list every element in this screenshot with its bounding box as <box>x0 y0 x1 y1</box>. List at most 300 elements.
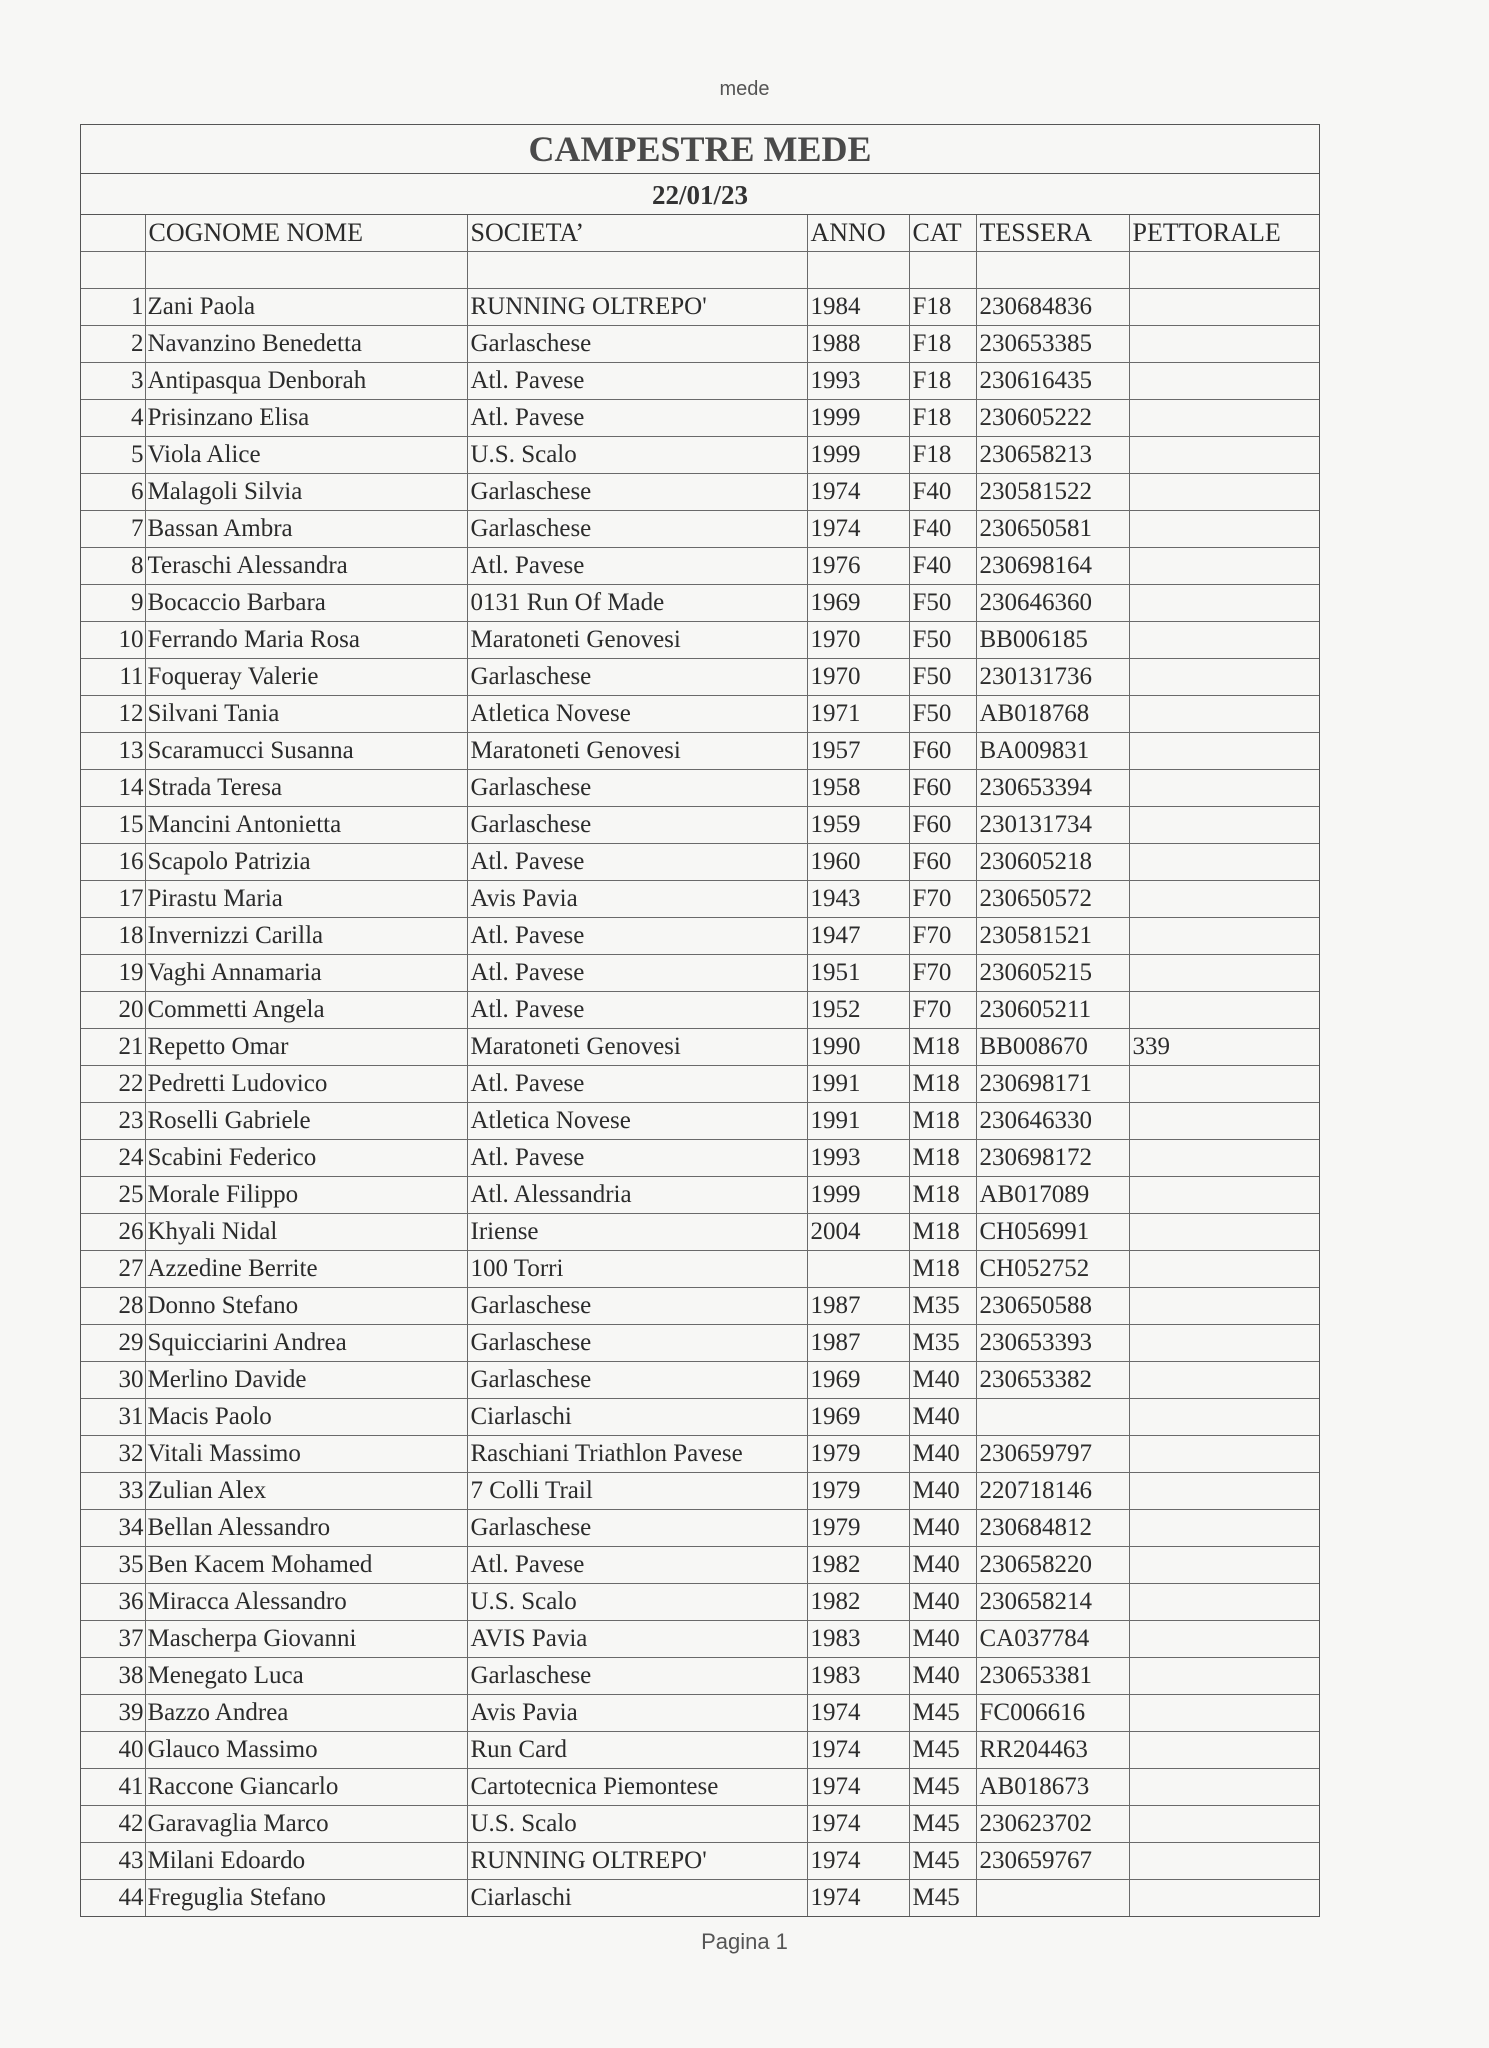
birth-year: 1959 <box>807 807 909 844</box>
club-name: Garlaschese <box>467 1362 807 1399</box>
membership-card: AB017089 <box>976 1177 1129 1214</box>
empty-row <box>81 252 1319 289</box>
empty-cell <box>145 252 467 289</box>
membership-card: 230581521 <box>976 918 1129 955</box>
birth-year: 1951 <box>807 955 909 992</box>
membership-card <box>976 1880 1129 1917</box>
membership-card: BB006185 <box>976 622 1129 659</box>
club-name: Ciarlaschi <box>467 1880 807 1917</box>
row-number: 9 <box>81 585 145 622</box>
row-number: 22 <box>81 1066 145 1103</box>
row-number: 36 <box>81 1584 145 1621</box>
membership-card: 230658213 <box>976 437 1129 474</box>
membership-card: 230646330 <box>976 1103 1129 1140</box>
category: F70 <box>909 992 976 1029</box>
birth-year <box>807 1251 909 1288</box>
birth-year: 1974 <box>807 1732 909 1769</box>
bib-number <box>1129 1806 1319 1843</box>
participant-name: Strada Teresa <box>145 770 467 807</box>
participant-name: Ferrando Maria Rosa <box>145 622 467 659</box>
bib-number <box>1129 1473 1319 1510</box>
category: F70 <box>909 955 976 992</box>
category: M45 <box>909 1806 976 1843</box>
row-number: 10 <box>81 622 145 659</box>
membership-card: CA037784 <box>976 1621 1129 1658</box>
participant-name: Azzedine Berrite <box>145 1251 467 1288</box>
table-row <box>81 1325 1319 1362</box>
page-footer: Pagina 1 <box>701 1929 788 1954</box>
club-name: Garlaschese <box>467 1510 807 1547</box>
row-number: 35 <box>81 1547 145 1584</box>
bib-number <box>1129 1251 1319 1288</box>
club-name: Raschiani Triathlon Pavese <box>467 1436 807 1473</box>
participant-name: Invernizzi Carilla <box>145 918 467 955</box>
participants-table-body <box>81 215 1319 1916</box>
club-name: Atl. Pavese <box>467 400 807 437</box>
participant-name: Bocaccio Barbara <box>145 585 467 622</box>
membership-card: 230605222 <box>976 400 1129 437</box>
membership-card: 230653382 <box>976 1362 1129 1399</box>
row-number: 41 <box>81 1769 145 1806</box>
participant-name: Mascherpa Giovanni <box>145 1621 467 1658</box>
participant-name: Mancini Antonietta <box>145 807 467 844</box>
participant-name: Vitali Massimo <box>145 1436 467 1473</box>
membership-card: AB018768 <box>976 696 1129 733</box>
birth-year: 1993 <box>807 1140 909 1177</box>
club-name: Atl. Pavese <box>467 1140 807 1177</box>
row-number: 25 <box>81 1177 145 1214</box>
club-name: Maratoneti Genovesi <box>467 733 807 770</box>
page-header: mede <box>719 78 770 100</box>
table-row <box>81 659 1319 696</box>
row-number: 33 <box>81 1473 145 1510</box>
birth-year: 1970 <box>807 622 909 659</box>
bib-number <box>1129 326 1319 363</box>
bib-number <box>1129 1510 1319 1547</box>
row-number: 1 <box>81 289 145 326</box>
membership-card: 230650588 <box>976 1288 1129 1325</box>
club-name: RUNNING OLTREPO' <box>467 1843 807 1880</box>
column-header-year: ANNO <box>807 215 909 252</box>
table-header-row <box>81 215 1319 252</box>
row-number: 13 <box>81 733 145 770</box>
category: M40 <box>909 1473 976 1510</box>
bib-number <box>1129 289 1319 326</box>
table-row <box>81 1103 1319 1140</box>
membership-card: CH052752 <box>976 1251 1129 1288</box>
participants-table <box>81 215 1319 1916</box>
club-name: Maratoneti Genovesi <box>467 1029 807 1066</box>
membership-card: 220718146 <box>976 1473 1129 1510</box>
row-number: 14 <box>81 770 145 807</box>
category: M45 <box>909 1732 976 1769</box>
participant-name: Bassan Ambra <box>145 511 467 548</box>
row-number: 18 <box>81 918 145 955</box>
bib-number <box>1129 881 1319 918</box>
category: M18 <box>909 1177 976 1214</box>
participant-name: Bazzo Andrea <box>145 1695 467 1732</box>
bib-number <box>1129 1140 1319 1177</box>
category: M18 <box>909 1251 976 1288</box>
bib-number <box>1129 1547 1319 1584</box>
table-row <box>81 770 1319 807</box>
row-number: 27 <box>81 1251 145 1288</box>
empty-cell <box>81 252 145 289</box>
row-number: 2 <box>81 326 145 363</box>
birth-year: 1969 <box>807 1362 909 1399</box>
bib-number <box>1129 511 1319 548</box>
club-name: Maratoneti Genovesi <box>467 622 807 659</box>
membership-card: 230653394 <box>976 770 1129 807</box>
participant-name: Raccone Giancarlo <box>145 1769 467 1806</box>
membership-card: 230653381 <box>976 1658 1129 1695</box>
club-name: U.S. Scalo <box>467 1806 807 1843</box>
birth-year: 1987 <box>807 1288 909 1325</box>
participant-name: Teraschi Alessandra <box>145 548 467 585</box>
birth-year: 1979 <box>807 1436 909 1473</box>
birth-year: 1999 <box>807 437 909 474</box>
table-row <box>81 437 1319 474</box>
membership-card: 230581522 <box>976 474 1129 511</box>
category: F18 <box>909 437 976 474</box>
row-number: 34 <box>81 1510 145 1547</box>
bib-number <box>1129 733 1319 770</box>
birth-year: 1976 <box>807 548 909 585</box>
membership-card: 230659767 <box>976 1843 1129 1880</box>
birth-year: 1999 <box>807 400 909 437</box>
participant-name: Roselli Gabriele <box>145 1103 467 1140</box>
category: F50 <box>909 696 976 733</box>
category: F60 <box>909 844 976 881</box>
bib-number <box>1129 1066 1319 1103</box>
birth-year: 1974 <box>807 1806 909 1843</box>
participant-name: Ben Kacem Mohamed <box>145 1547 467 1584</box>
table-row <box>81 1436 1319 1473</box>
row-number: 7 <box>81 511 145 548</box>
club-name: Garlaschese <box>467 659 807 696</box>
club-name: Atl. Pavese <box>467 363 807 400</box>
row-number: 40 <box>81 1732 145 1769</box>
membership-card: FC006616 <box>976 1695 1129 1732</box>
birth-year: 1952 <box>807 992 909 1029</box>
club-name: Ciarlaschi <box>467 1399 807 1436</box>
column-header-name: COGNOME NOME <box>145 215 467 252</box>
club-name: Avis Pavia <box>467 881 807 918</box>
category: F40 <box>909 548 976 585</box>
bib-number <box>1129 807 1319 844</box>
club-name: Atl. Pavese <box>467 844 807 881</box>
club-name: Atl. Pavese <box>467 992 807 1029</box>
table-row <box>81 1695 1319 1732</box>
category: M40 <box>909 1658 976 1695</box>
bib-number <box>1129 1177 1319 1214</box>
birth-year: 1990 <box>807 1029 909 1066</box>
table-row <box>81 1251 1319 1288</box>
row-number: 21 <box>81 1029 145 1066</box>
birth-year: 1970 <box>807 659 909 696</box>
membership-card: 230658220 <box>976 1547 1129 1584</box>
participant-name: Zulian Alex <box>145 1473 467 1510</box>
row-number: 38 <box>81 1658 145 1695</box>
club-name: Atl. Pavese <box>467 1066 807 1103</box>
category: M18 <box>909 1066 976 1103</box>
empty-cell <box>467 252 807 289</box>
bib-number <box>1129 1621 1319 1658</box>
row-number: 5 <box>81 437 145 474</box>
table-row <box>81 1880 1319 1917</box>
table-row <box>81 1177 1319 1214</box>
bib-number <box>1129 1362 1319 1399</box>
birth-year: 1969 <box>807 1399 909 1436</box>
club-name: U.S. Scalo <box>467 437 807 474</box>
category: F18 <box>909 363 976 400</box>
row-number: 30 <box>81 1362 145 1399</box>
membership-card: 230698171 <box>976 1066 1129 1103</box>
club-name: Garlaschese <box>467 326 807 363</box>
club-name: Garlaschese <box>467 1325 807 1362</box>
membership-card: 230659797 <box>976 1436 1129 1473</box>
table-row <box>81 955 1319 992</box>
birth-year: 1971 <box>807 696 909 733</box>
birth-year: 1984 <box>807 289 909 326</box>
row-number: 32 <box>81 1436 145 1473</box>
club-name: Garlaschese <box>467 1288 807 1325</box>
birth-year: 1974 <box>807 1769 909 1806</box>
birth-year: 1974 <box>807 474 909 511</box>
club-name: Garlaschese <box>467 1658 807 1695</box>
participant-name: Silvani Tania <box>145 696 467 733</box>
bib-number <box>1129 1880 1319 1917</box>
birth-year: 1991 <box>807 1103 909 1140</box>
participant-name: Merlino Davide <box>145 1362 467 1399</box>
club-name: Garlaschese <box>467 474 807 511</box>
category: M40 <box>909 1621 976 1658</box>
club-name: Atl. Pavese <box>467 955 807 992</box>
club-name: 7 Colli Trail <box>467 1473 807 1510</box>
birth-year: 1983 <box>807 1658 909 1695</box>
category: F50 <box>909 622 976 659</box>
club-name: AVIS Pavia <box>467 1621 807 1658</box>
category: M18 <box>909 1103 976 1140</box>
participant-name: Scabini Federico <box>145 1140 467 1177</box>
category: F40 <box>909 511 976 548</box>
club-name: U.S. Scalo <box>467 1584 807 1621</box>
membership-card: 230646360 <box>976 585 1129 622</box>
table-row <box>81 585 1319 622</box>
club-name: Garlaschese <box>467 770 807 807</box>
column-header-category: CAT <box>909 215 976 252</box>
category: M40 <box>909 1362 976 1399</box>
club-name: 100 Torri <box>467 1251 807 1288</box>
row-number: 19 <box>81 955 145 992</box>
empty-cell <box>807 252 909 289</box>
participant-name: Glauco Massimo <box>145 1732 467 1769</box>
membership-card: AB018673 <box>976 1769 1129 1806</box>
bib-number <box>1129 474 1319 511</box>
participant-name: Foqueray Valerie <box>145 659 467 696</box>
bib-number <box>1129 437 1319 474</box>
table-row <box>81 1769 1319 1806</box>
category: M40 <box>909 1399 976 1436</box>
birth-year: 1987 <box>807 1325 909 1362</box>
club-name: Atl. Pavese <box>467 918 807 955</box>
birth-year: 1974 <box>807 1695 909 1732</box>
club-name: 0131 Run Of Made <box>467 585 807 622</box>
participant-name: Prisinzano Elisa <box>145 400 467 437</box>
empty-cell <box>976 252 1129 289</box>
table-row <box>81 548 1319 585</box>
participant-name: Navanzino Benedetta <box>145 326 467 363</box>
table-row <box>81 511 1319 548</box>
table-row <box>81 1547 1319 1584</box>
membership-card: 230650572 <box>976 881 1129 918</box>
row-number: 37 <box>81 1621 145 1658</box>
birth-year: 1983 <box>807 1621 909 1658</box>
row-number: 29 <box>81 1325 145 1362</box>
table-row <box>81 1214 1319 1251</box>
bib-number <box>1129 1325 1319 1362</box>
category: M45 <box>909 1880 976 1917</box>
bib-number <box>1129 1103 1319 1140</box>
birth-year: 1991 <box>807 1066 909 1103</box>
row-number: 42 <box>81 1806 145 1843</box>
participant-name: Antipasqua Denborah <box>145 363 467 400</box>
empty-cell <box>909 252 976 289</box>
membership-card: 230131736 <box>976 659 1129 696</box>
row-number: 23 <box>81 1103 145 1140</box>
membership-card: CH056991 <box>976 1214 1129 1251</box>
birth-year: 1979 <box>807 1473 909 1510</box>
participant-name: Khyali Nidal <box>145 1214 467 1251</box>
membership-card: 230605211 <box>976 992 1129 1029</box>
club-name: Iriense <box>467 1214 807 1251</box>
row-number: 16 <box>81 844 145 881</box>
birth-year: 1947 <box>807 918 909 955</box>
birth-year: 1960 <box>807 844 909 881</box>
membership-card: BB008670 <box>976 1029 1129 1066</box>
event-date: 22/01/23 <box>81 174 1319 215</box>
membership-card: 230698172 <box>976 1140 1129 1177</box>
birth-year: 1993 <box>807 363 909 400</box>
membership-card: 230131734 <box>976 807 1129 844</box>
club-name: Avis Pavia <box>467 1695 807 1732</box>
table-row <box>81 622 1319 659</box>
row-number: 6 <box>81 474 145 511</box>
table-row <box>81 1658 1319 1695</box>
row-number: 44 <box>81 1880 145 1917</box>
club-name: Run Card <box>467 1732 807 1769</box>
membership-card: 230698164 <box>976 548 1129 585</box>
table-row <box>81 474 1319 511</box>
participant-name: Donno Stefano <box>145 1288 467 1325</box>
table-row <box>81 844 1319 881</box>
table-row <box>81 1399 1319 1436</box>
row-number: 15 <box>81 807 145 844</box>
category: F70 <box>909 918 976 955</box>
bib-number <box>1129 918 1319 955</box>
category: F60 <box>909 770 976 807</box>
category: F60 <box>909 807 976 844</box>
category: M35 <box>909 1288 976 1325</box>
row-number: 31 <box>81 1399 145 1436</box>
category: M40 <box>909 1584 976 1621</box>
bib-number <box>1129 1399 1319 1436</box>
participant-name: Macis Paolo <box>145 1399 467 1436</box>
sheet-title: CAMPESTRE MEDE <box>81 125 1319 174</box>
bib-number <box>1129 1843 1319 1880</box>
row-number: 8 <box>81 548 145 585</box>
participant-name: Milani Edoardo <box>145 1843 467 1880</box>
row-number: 28 <box>81 1288 145 1325</box>
table-row <box>81 289 1319 326</box>
club-name: RUNNING OLTREPO' <box>467 289 807 326</box>
bib-number <box>1129 1769 1319 1806</box>
row-number: 3 <box>81 363 145 400</box>
category: F50 <box>909 659 976 696</box>
table-row <box>81 1510 1319 1547</box>
row-number: 11 <box>81 659 145 696</box>
participant-name: Morale Filippo <box>145 1177 467 1214</box>
participant-name: Squicciarini Andrea <box>145 1325 467 1362</box>
category: M35 <box>909 1325 976 1362</box>
birth-year: 2004 <box>807 1214 909 1251</box>
membership-card: 230684836 <box>976 289 1129 326</box>
table-row <box>81 918 1319 955</box>
birth-year: 1957 <box>807 733 909 770</box>
membership-card: 230653385 <box>976 326 1129 363</box>
birth-year: 1999 <box>807 1177 909 1214</box>
column-header-card: TESSERA <box>976 215 1129 252</box>
table-row <box>81 807 1319 844</box>
empty-cell <box>1129 252 1319 289</box>
table-row <box>81 1806 1319 1843</box>
row-number: 26 <box>81 1214 145 1251</box>
bib-number <box>1129 1732 1319 1769</box>
bib-number <box>1129 400 1319 437</box>
table-row <box>81 1140 1319 1177</box>
participant-name: Repetto Omar <box>145 1029 467 1066</box>
membership-card: 230684812 <box>976 1510 1129 1547</box>
club-name: Cartotecnica Piemontese <box>467 1769 807 1806</box>
club-name: Atl. Alessandria <box>467 1177 807 1214</box>
category: F18 <box>909 326 976 363</box>
membership-card: 230605218 <box>976 844 1129 881</box>
table-row <box>81 1621 1319 1658</box>
bib-number <box>1129 548 1319 585</box>
table-row <box>81 326 1319 363</box>
club-name: Atletica Novese <box>467 696 807 733</box>
category: M40 <box>909 1510 976 1547</box>
participant-name: Viola Alice <box>145 437 467 474</box>
membership-card: BA009831 <box>976 733 1129 770</box>
club-name: Garlaschese <box>467 511 807 548</box>
bib-number <box>1129 1214 1319 1251</box>
participant-name: Vaghi Annamaria <box>145 955 467 992</box>
bib-number <box>1129 1436 1319 1473</box>
participant-name: Zani Paola <box>145 289 467 326</box>
category: M40 <box>909 1436 976 1473</box>
membership-card <box>976 1399 1129 1436</box>
table-row <box>81 1362 1319 1399</box>
category: F40 <box>909 474 976 511</box>
table-row <box>81 1066 1319 1103</box>
row-number: 24 <box>81 1140 145 1177</box>
table-row <box>81 1584 1319 1621</box>
table-row <box>81 1288 1319 1325</box>
category: F18 <box>909 289 976 326</box>
column-header-club: SOCIETA’ <box>467 215 807 252</box>
birth-year: 1982 <box>807 1547 909 1584</box>
